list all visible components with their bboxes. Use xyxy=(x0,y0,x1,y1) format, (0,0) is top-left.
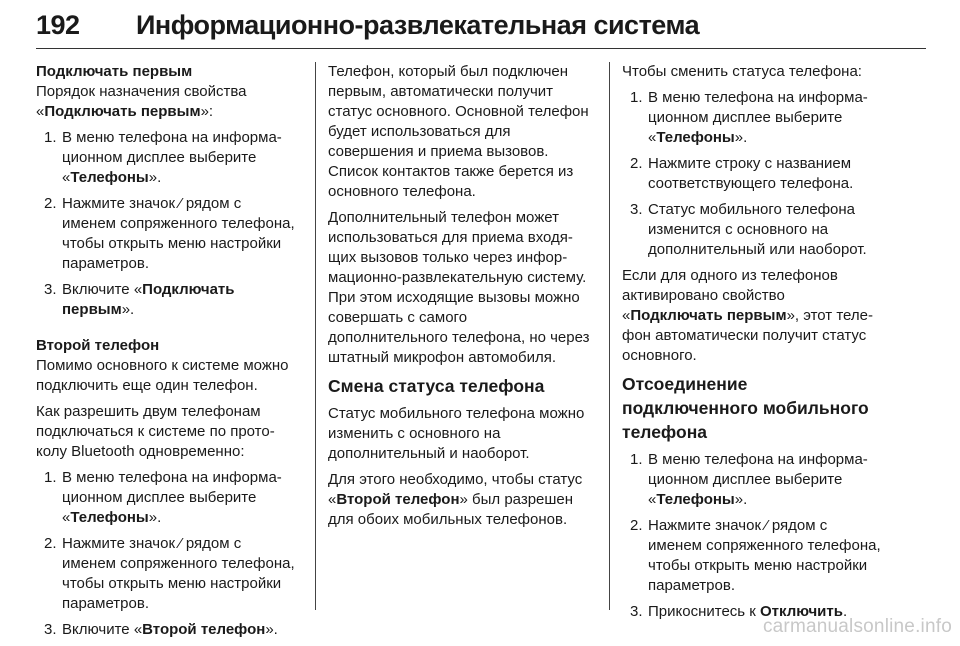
paragraph: Порядок назначения свойства «Подключать первым»: xyxy=(36,83,247,120)
subheading-connect-first: Подключать первым xyxy=(36,63,193,80)
column-3 xyxy=(622,62,884,628)
paragraph: Дополнительный телефон может использоваться для приема входящих вызовов только через информационно-развлекательную систему. При этом исходящие вызовы можно совершать с самого дополнительного телефона, но через штатный микрофон автомобиля. xyxy=(328,209,590,366)
paragraph: Для этого необходимо, чтобы статус «Второй телефон» был разрешен для обоих мобильных телефонов. xyxy=(328,471,583,528)
paragraph: Чтобы сменить статуса телефона: xyxy=(622,63,862,80)
column-divider-2 xyxy=(609,62,610,610)
list-item: 1. В меню телефона на информационном дисплее выберите «Телефоны». xyxy=(630,89,868,146)
header-divider xyxy=(36,48,926,49)
paragraph: Статус мобильного телефона можно изменить с основного на дополнительный и наоборот. xyxy=(328,405,585,462)
paragraph: Если для одного из телефонов активировано свойство «Подключать первым», этот телефон автоматически получит статус основного. xyxy=(622,267,873,364)
section-heading-change-status: Смена статуса телефона xyxy=(328,376,545,396)
list-item: 3. Статус мобильного телефона изменится с основного на дополнительный или наоборот. xyxy=(630,201,867,258)
paragraph: Как разрешить двум телефонам подключаться к системе по протоколу Bluetooth одновременно: xyxy=(36,403,275,460)
list-item: 2. Нажмите строку с названием соответствующего телефона. xyxy=(630,155,854,192)
steps-list xyxy=(36,128,298,320)
list-item: 1. В меню телефона на информационном дисплее выберите «Телефоны». xyxy=(44,129,282,186)
paragraph: Телефон, который был подключен первым, автоматически получит статус основного. Основной телефон будет использоваться для совершения и приема вызовов. Список контактов также берется из основного телефона. xyxy=(328,63,589,200)
list-item: 3. Включите «Второй телефон». xyxy=(44,621,278,638)
list-item: 2. Нажмите значок ⁄ рядом с именем сопряженного телефона, чтобы открыть меню настройки параметров. xyxy=(630,517,881,594)
list-item: 2. Нажмите значок ⁄ рядом с именем сопряженного телефона, чтобы открыть меню настройки параметров. xyxy=(44,195,295,272)
list-item: 1. В меню телефона на информационном дисплее выберите «Телефоны». xyxy=(44,469,282,526)
subheading-second-phone: Второй телефон xyxy=(36,337,160,354)
page-number: 192 xyxy=(36,10,80,40)
paragraph: Помимо основного к системе можно подключить еще один телефон. xyxy=(36,357,289,394)
column-1 xyxy=(36,62,298,646)
steps-list xyxy=(36,468,298,640)
list-item: 3. Включите «Подключать первым». xyxy=(44,281,235,318)
list-item: 1. В меню телефона на информационном дисплее выберите «Телефоны». xyxy=(630,451,868,508)
steps-list xyxy=(622,88,884,260)
page-title: Информационно-развлекательная система xyxy=(136,10,700,40)
column-2 xyxy=(328,62,590,536)
list-item: 2. Нажмите значок ⁄ рядом с именем сопряженного телефона, чтобы открыть меню настройки параметров. xyxy=(44,535,295,612)
list-item: 3. Прикоснитесь к Отключить. xyxy=(630,603,848,620)
page-header xyxy=(36,0,926,50)
column-divider-1 xyxy=(315,62,316,610)
steps-list xyxy=(622,450,884,622)
section-heading-disconnect: Отсоединение подключенного мобильного телефона xyxy=(622,374,869,442)
watermark: carmanualsonline.info xyxy=(762,616,952,637)
